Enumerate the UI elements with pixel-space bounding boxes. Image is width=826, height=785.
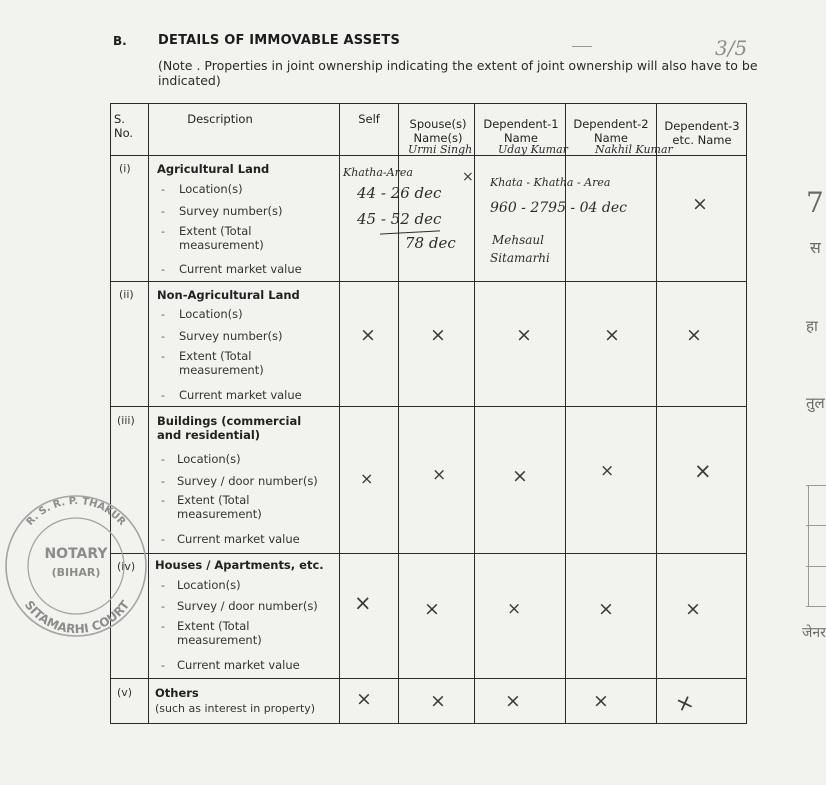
handwritten-self-line-2: 45 - 52 dec <box>357 210 442 228</box>
cross-mark: × <box>356 688 372 710</box>
sub-item: Extent (Total measurement) <box>179 349 264 377</box>
bullet: - <box>161 620 165 633</box>
cross-mark: × <box>462 169 474 185</box>
bullet: - <box>161 389 165 402</box>
header-self: Self <box>358 112 380 126</box>
row-divider <box>110 406 747 407</box>
section-letter: B. <box>113 34 127 48</box>
stamp-notary-word: NOTARY <box>44 546 108 562</box>
margin-text: हा <box>806 317 818 335</box>
bullet: - <box>161 475 165 488</box>
cross-mark: × <box>512 465 528 487</box>
cross-mark: × <box>598 598 614 620</box>
header-dependent-1: Dependent-1 Name <box>483 117 559 145</box>
margin-rule <box>806 525 826 526</box>
sub-item: Current market value <box>177 532 300 546</box>
bullet: - <box>161 308 165 321</box>
page-number-mark: 3/5 <box>715 36 748 60</box>
header-spouse: Spouse(s) Name(s) <box>409 117 467 145</box>
sub-item: Location(s) <box>177 452 241 466</box>
bullet: - <box>161 600 165 613</box>
cross-mark: × <box>354 591 372 615</box>
header-description: Description <box>187 112 253 126</box>
bullet: - <box>161 533 165 546</box>
margin-text: 7 <box>806 186 824 219</box>
cross-mark: × <box>604 324 620 346</box>
sub-item: Current market value <box>179 262 302 276</box>
handwritten-self-khata: Khatha-Area <box>343 166 413 179</box>
row-divider <box>110 281 747 282</box>
sub-item: Current market value <box>179 388 302 402</box>
cross-mark: × <box>692 193 708 215</box>
bullet: - <box>161 494 165 507</box>
row-divider <box>110 678 747 679</box>
bullet: - <box>161 183 165 196</box>
cross-mark: × <box>360 324 376 346</box>
handwritten-dependent-place: Mehsaul <box>492 233 544 247</box>
cross-mark: × <box>360 469 374 488</box>
cross-mark: × <box>516 324 532 346</box>
stamp-court-arc: SITAMARHI COURT <box>21 597 133 637</box>
handwritten-dependent-1-name: Uday Kumar <box>498 143 568 156</box>
bullet: - <box>161 350 165 363</box>
col-divider <box>565 103 566 724</box>
col-divider <box>656 103 657 724</box>
table-border-right <box>746 103 747 724</box>
stamp-top-arc: R. S. R. P. THAKUR <box>24 495 128 528</box>
cross-mark: × <box>430 690 446 712</box>
bullet: - <box>161 659 165 672</box>
handwritten-dependent-khata: Khata - Khatha - Area <box>490 176 611 189</box>
sub-item: Location(s) <box>179 307 243 321</box>
bullet: - <box>161 453 165 466</box>
cross-mark: × <box>686 324 702 346</box>
handwritten-self-line-1: 44 - 26 dec <box>357 184 442 202</box>
row-title-houses: Houses / Apartments, etc. <box>155 558 324 572</box>
pen-dash <box>572 46 592 47</box>
cross-mark: × <box>672 688 698 718</box>
margin-rule-vertical <box>808 485 809 606</box>
sub-item: Survey / door number(s) <box>177 474 318 488</box>
margin-rule <box>806 566 826 567</box>
row-number: (iv) <box>117 560 136 573</box>
sub-item: Survey number(s) <box>179 204 283 218</box>
bullet: - <box>161 205 165 218</box>
col-divider <box>339 103 340 724</box>
handwritten-self-total: 78 dec <box>405 234 456 252</box>
stamp-state: (BIHAR) <box>51 566 101 579</box>
margin-text: जेनर <box>802 625 826 641</box>
cross-mark: × <box>694 459 712 483</box>
row-number: (i) <box>119 162 131 175</box>
header-dependent-2: Dependent-2 Name <box>573 117 649 145</box>
table-border-bottom <box>110 723 747 724</box>
sub-item: Survey number(s) <box>179 329 283 343</box>
sub-item: Current market value <box>177 658 300 672</box>
cross-mark: × <box>600 461 615 481</box>
row-subtitle-others: (such as interest in property) <box>155 702 316 715</box>
header-dependent-3: Dependent-3 etc. Name <box>664 119 740 147</box>
bullet: - <box>161 330 165 343</box>
handwritten-dependent-line-1: 960 - 2795 - 04 dec <box>490 200 627 216</box>
row-number: (v) <box>117 686 133 699</box>
row-number: (iii) <box>117 414 135 427</box>
cross-mark: × <box>430 324 446 346</box>
sub-item: Extent (Total measurement) <box>179 224 264 252</box>
bullet: - <box>161 579 165 592</box>
handwritten-dependent-2-name: Nakhil Kumar <box>595 143 673 156</box>
bullet: - <box>161 263 165 276</box>
margin-rule <box>806 606 826 607</box>
header-sno: S. No. <box>114 112 134 140</box>
cross-mark: × <box>424 598 440 620</box>
section-title: DETAILS OF IMMOVABLE ASSETS <box>158 33 401 48</box>
cross-mark: × <box>505 690 521 712</box>
bullet: - <box>161 225 165 238</box>
sub-item: Survey / door number(s) <box>177 599 318 613</box>
table-border-top <box>110 103 747 104</box>
row-divider <box>110 553 747 554</box>
cross-mark: × <box>507 599 522 619</box>
col-divider <box>474 103 475 724</box>
sub-item: Extent (Total measurement) <box>177 493 262 521</box>
row-title-agricultural-land: Agricultural Land <box>157 162 270 176</box>
sub-item: Location(s) <box>179 182 243 196</box>
sub-item: Extent (Total measurement) <box>177 619 262 647</box>
section-note: (Note . Properties in joint ownership indicating the extent of joint ownership will also have to be indicated) <box>158 58 758 88</box>
margin-text: स <box>810 238 821 257</box>
margin-rule <box>806 485 826 486</box>
cross-mark: × <box>593 690 609 712</box>
handwritten-dependent-district: Sitamarhi <box>490 251 550 265</box>
cross-mark: × <box>432 465 447 485</box>
row-title-non-agricultural-land: Non-Agricultural Land <box>157 288 300 302</box>
row-title-buildings: Buildings (commercial and residential) <box>157 414 302 442</box>
row-number: (ii) <box>119 288 134 301</box>
sub-item: Location(s) <box>177 578 241 592</box>
handwritten-spouse-name: Urmi Singh <box>408 143 473 156</box>
margin-text: तुल <box>806 394 825 412</box>
notary-stamp <box>0 480 150 640</box>
cross-mark: × <box>685 598 701 620</box>
row-title-others: Others <box>155 686 199 700</box>
